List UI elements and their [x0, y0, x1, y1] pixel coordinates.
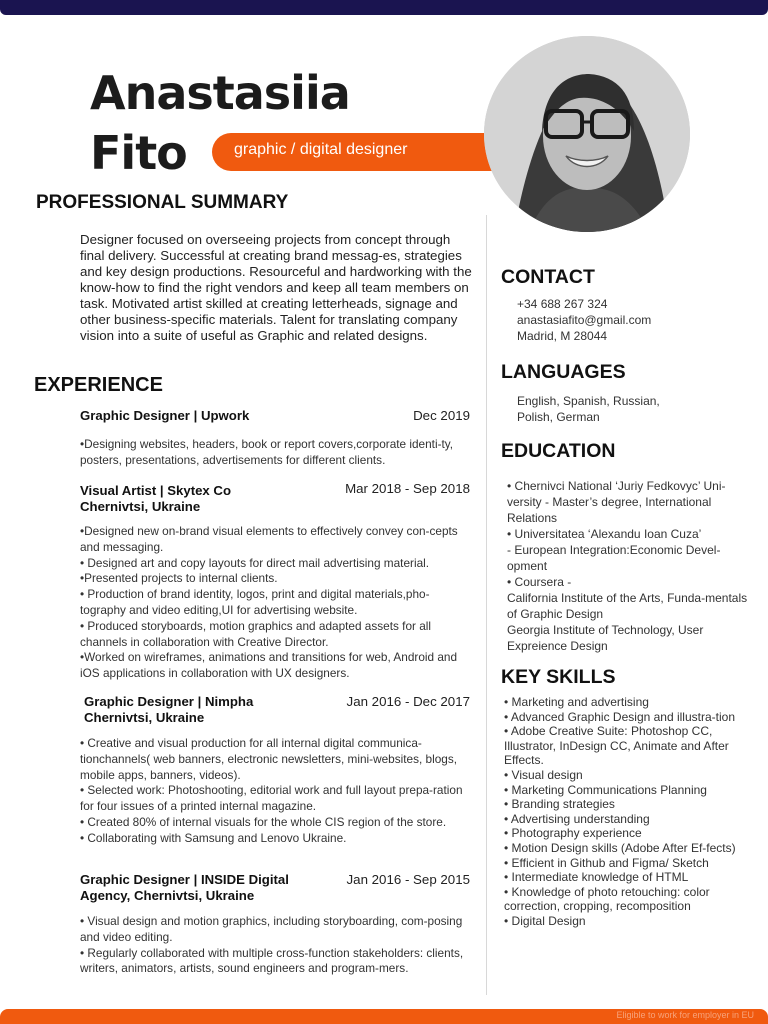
summary-heading: PROFESSIONAL SUMMARY: [36, 192, 289, 213]
education-line: - European Integration:Economic Devel-opment: [507, 543, 721, 573]
skill-item: • Efficient in Github and Figma/ Sketch: [504, 855, 709, 870]
skill-item: • Digital Design: [504, 913, 586, 928]
job-bullet: • Regularly collaborated with multiple cross-function stakeholders: clients, writers, animators, artists, sound engineers and program-mers.: [80, 945, 464, 976]
job-title: Graphic Designer | Nimpha: [84, 694, 254, 709]
summary-text: Designer focused on overseeing projects from concept through final delivery. Successful at creating brand messag-es, strategies and key design productions. Resourceful and hardworking with the know-how to find the right vendors and keep all team members on task. Motivated artist skilled at creating letterheads, signage and other business-specific materials. Talent for translating company vision into a suite of useful as Graphic and related designs.: [80, 232, 472, 343]
skills-heading: KEY SKILLS: [501, 666, 616, 688]
education-line: • Chernivci National ‘Juriy Fedkovyc’ Uni-versity - Master’s degree, International Relations: [507, 479, 726, 525]
job-title: Graphic Designer | INSIDE Digital: [80, 872, 289, 887]
job-bullet: • Collaborating with Samsung and Lenovo Ukraine.: [80, 830, 347, 845]
job-bullet: • Visual design and motion graphics, including storyboarding, com-posing and video editing.: [80, 914, 463, 944]
last-name: Fito: [90, 126, 187, 180]
education-line: • Coursera -: [507, 575, 572, 589]
column-divider: [486, 215, 487, 995]
job-location: Chernivtsi, Ukraine: [84, 710, 205, 725]
education-line: Georgia Institute of Technology, User Expreience Design: [507, 623, 704, 653]
footer-note: Eligible to work for employer in EU: [616, 1010, 754, 1020]
education-list: [507, 478, 753, 654]
skill-item: • Motion Design skills (Adobe After Ef-fects): [504, 840, 736, 855]
job-bullet: •Worked on wireframes, animations and transitions for web, Android and iOS applications in collaboration with UX designers.: [80, 650, 458, 681]
skill-item: • Intermediate knowledge of HTML: [504, 870, 689, 885]
job-date: Jan 2016 - Sep 2015: [346, 872, 470, 887]
job-bullet: •Presented projects to internal clients.: [80, 571, 278, 586]
skill-item: • Visual design: [504, 767, 583, 782]
job-bullets: [80, 736, 472, 847]
contact-address: Madrid, M 28044: [517, 329, 608, 343]
contact-info: [517, 296, 651, 344]
skill-item: • Marketing and advertising: [504, 695, 649, 709]
job-date: Dec 2019: [413, 408, 470, 423]
contact-heading: CONTACT: [501, 266, 595, 288]
contact-phone: +34 688 267 324: [517, 297, 608, 311]
portrait-illustration: [484, 36, 690, 232]
skill-item: • Knowledge of photo retouching: color correction, cropping, recomposition: [504, 884, 710, 914]
job-bullet: • Creative and visual production for all internal digital communica-tionchannels( web banners, electronic newsletters, mini-websites, blogs, mobile apps, banners, videos).: [80, 736, 458, 782]
languages-heading: LANGUAGES: [501, 361, 626, 383]
contact-email: anastasiafito@gmail.com: [517, 313, 652, 327]
education-line: • Universitatea ‘Alexandu Ioan Cuza’: [507, 527, 702, 541]
top-bar: [0, 0, 768, 15]
job-bullet: • Created 80% of internal visuals for the whole CIS region of the store.: [80, 814, 447, 829]
job-bullet: • Selected work: Photoshooting, editorial work and full layout prepa-ration for four issues of a printed internal magazine.: [80, 783, 463, 814]
job-bullet: • Production of brand identity, logos, print and digital materials,pho-tography and video editing,UI for advertising website.: [80, 587, 430, 617]
job-title: Visual Artist | Skytex Co: [80, 483, 232, 498]
job-entry: [80, 872, 472, 977]
job-entry: [80, 408, 472, 469]
job-title: Graphic Designer | Upwork: [80, 408, 250, 423]
skill-item: • Marketing Communications Planning: [504, 782, 707, 797]
job-date: Mar 2018 - Sep 2018: [345, 481, 470, 496]
skill-item: • Adobe Creative Suite: Photoshop CC, Illustrator, InDesign CC, Animate and After Effects.: [504, 724, 729, 768]
job-location: Agency, Chernivtsi, Ukraine: [80, 888, 255, 903]
job-bullet: • Designed art and copy layouts for direct mail advertising material.: [80, 555, 430, 570]
job-bullets: [80, 914, 472, 977]
job-bullet: • Produced storyboards, motion graphics and adapted assets for all channels in collaboration with Creative Director.: [80, 618, 432, 649]
skill-item: • Photography experience: [504, 826, 642, 841]
job-entry: [80, 694, 472, 847]
job-bullets: [80, 437, 472, 469]
job-entry: [80, 483, 472, 682]
first-name: Anastasiia: [90, 66, 350, 120]
job-bullets: [80, 524, 472, 682]
languages-text: English, Spanish, Russian, Polish, German: [517, 394, 660, 424]
skills-list: [504, 695, 740, 929]
education-heading: EDUCATION: [501, 440, 616, 462]
profile-photo: [484, 36, 690, 232]
job-bullet: •Designing websites, headers, book or report covers,corporate identi-ty, posters, presentations, advertisements for different clients.: [80, 437, 454, 467]
experience-heading: EXPERIENCE: [34, 374, 163, 396]
skill-item: • Branding strategies: [504, 797, 615, 812]
job-bullet: •Designed new on-brand visual elements to effectively convey con-cepts and messaging.: [80, 524, 458, 554]
job-date: Jan 2016 - Dec 2017: [346, 694, 470, 709]
role-title: graphic / digital designer: [234, 141, 408, 158]
skill-item: • Advertising understanding: [504, 811, 650, 826]
job-location: Chernivtsi, Ukraine: [80, 499, 201, 514]
skill-item: • Advanced Graphic Design and illustra-tion: [504, 709, 735, 724]
education-line: California Institute of the Arts, Funda-mentals of Graphic Design: [507, 591, 748, 621]
